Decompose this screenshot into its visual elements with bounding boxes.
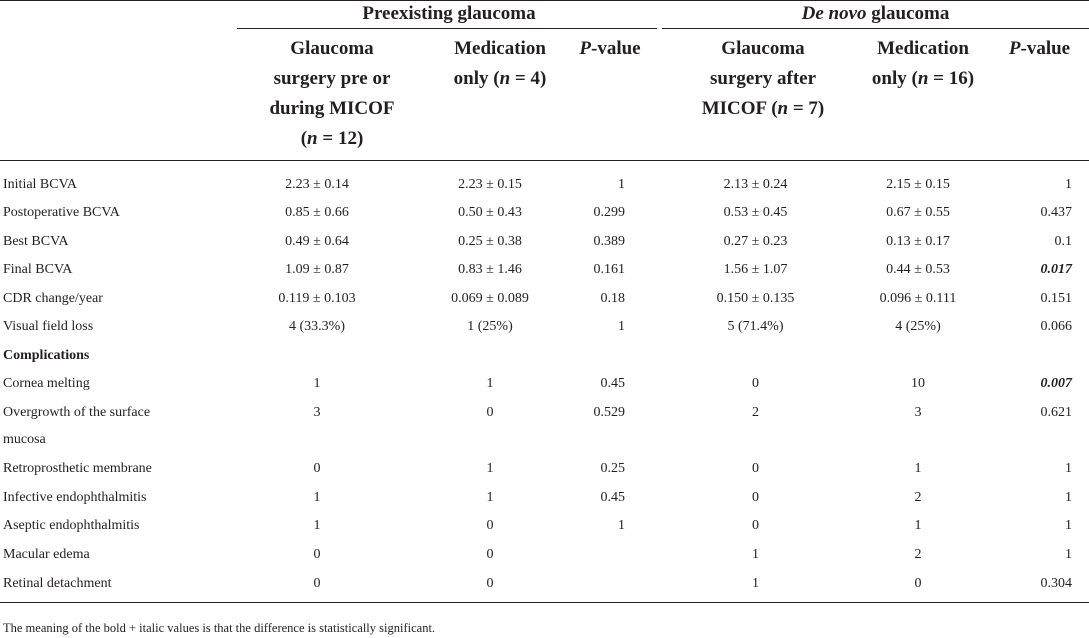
table-row <box>0 484 1089 512</box>
table-cell: 1 <box>914 461 922 476</box>
table-cell: 1 <box>752 576 759 591</box>
row-label: Best BCVA <box>3 234 69 249</box>
header-line: surgery pre or <box>273 68 391 89</box>
table-cell: 3 <box>313 405 321 420</box>
table-row <box>0 285 1089 313</box>
table-row <box>0 228 1089 256</box>
table-cell: 1 <box>313 490 321 505</box>
table-cell: 1 <box>486 490 494 505</box>
table-cell: 0.85 ± 0.66 <box>285 205 349 220</box>
table-cell: 1 (25%) <box>467 319 513 334</box>
p-value-cell: 0.161 <box>593 262 625 277</box>
header-line: Medication <box>454 38 546 59</box>
p-value-cell: 1 <box>618 518 625 533</box>
p-value-cell: 0.45 <box>600 490 625 505</box>
row-label: Cornea melting <box>3 376 90 391</box>
table-cell: 1 <box>486 376 494 391</box>
table-cell: 0.44 ± 0.53 <box>886 262 950 277</box>
table-cell: 1 <box>914 518 922 533</box>
header-bottom-rule <box>0 160 1089 161</box>
p-value-cell: 0.18 <box>600 291 625 306</box>
header-line: (n = 12) <box>300 128 364 149</box>
p-value-cell: 1 <box>1065 518 1072 533</box>
header-pre-surgery <box>237 34 427 154</box>
header-line: P-value <box>1008 38 1071 59</box>
table-cell: 0.83 ± 1.46 <box>458 262 522 277</box>
table-cell: 0 <box>914 576 922 591</box>
table-row <box>0 370 1089 398</box>
table-cell: 0 <box>313 461 321 476</box>
group-underline-preexisting <box>237 28 657 29</box>
table-cell: 0.150 ± 0.135 <box>716 291 795 306</box>
row-label: Aseptic endophthalmitis <box>3 518 140 533</box>
table-cell: 1 <box>486 461 494 476</box>
header-line: only (n = 4) <box>453 68 547 89</box>
p-value-cell: 0.304 <box>1040 576 1072 591</box>
row-label: Retroprosthetic membrane <box>3 461 152 476</box>
table-cell: 2.15 ± 0.15 <box>886 177 950 192</box>
table-cell: 2 <box>914 547 922 562</box>
table-cell: 0.13 ± 0.17 <box>886 234 950 249</box>
group-underline-de-novo <box>662 28 1089 29</box>
table-row <box>0 399 1089 427</box>
table-row <box>0 512 1089 540</box>
table-cell: 1.09 ± 0.87 <box>285 262 349 277</box>
table-bottom-rule <box>0 602 1089 603</box>
header-line: Glaucoma <box>721 38 805 59</box>
table-cell: 0.25 ± 0.38 <box>458 234 522 249</box>
p-value-cell: 0.299 <box>593 205 625 220</box>
table-cell: 0.67 ± 0.55 <box>886 205 950 220</box>
p-value-cell: 0.389 <box>593 234 625 249</box>
table-row <box>0 342 1089 370</box>
p-value-cell: 1 <box>618 177 625 192</box>
p-value-cell: 0.151 <box>1040 291 1072 306</box>
header-line: only (n = 16) <box>871 68 975 89</box>
group-title-de-novo <box>662 2 1089 26</box>
p-value-cell: 1 <box>1065 177 1072 192</box>
table-cell: 0 <box>313 576 321 591</box>
row-label: Final BCVA <box>3 262 73 277</box>
table-cell: 10 <box>911 376 925 391</box>
p-value-cell: 0.1 <box>1054 234 1072 249</box>
table-cell: 0 <box>752 376 759 391</box>
p-value-cell: 1 <box>1065 490 1072 505</box>
table-cell: 3 <box>914 405 922 420</box>
table-cell: 0.069 ± 0.089 <box>451 291 529 306</box>
row-label: Visual field loss <box>3 319 94 334</box>
header-line: surgery after <box>709 68 817 89</box>
row-label: Macular edema <box>3 547 90 562</box>
table-cell: 1 <box>313 376 321 391</box>
table-cell: 1 <box>313 518 321 533</box>
p-value-cell: 0.621 <box>1040 405 1072 420</box>
header-line: MICOF (n = 7) <box>701 98 825 119</box>
header-pre-pvalue <box>560 34 660 64</box>
table-row <box>0 455 1089 483</box>
row-label: Overgrowth of the surface <box>3 405 151 420</box>
table-cell: 0 <box>752 490 759 505</box>
table-cell: 1 <box>752 547 759 562</box>
row-label: Retinal detachment <box>3 576 112 591</box>
table-cell: 0 <box>752 461 759 476</box>
header-line: Medication <box>877 38 969 59</box>
table-cell: 0.27 ± 0.23 <box>723 234 788 249</box>
table-cell: 2.23 ± 0.14 <box>285 177 349 192</box>
group-title-preexisting: Preexisting glaucoma <box>362 3 536 24</box>
table-cell: 0.119 ± 0.103 <box>278 291 356 306</box>
table-cell: 0.096 ± 0.111 <box>879 291 957 306</box>
de-novo-rest: glaucoma <box>866 3 950 24</box>
footnote: The meaning of the bold + italic values is that the difference is statistically significant. <box>3 621 436 635</box>
table-cell: 0 <box>486 518 494 533</box>
table-row <box>0 199 1089 227</box>
section-label: Complications <box>3 348 90 363</box>
table-cell: 2.13 ± 0.24 <box>723 177 788 192</box>
table-cell: 1.56 ± 1.07 <box>723 262 788 277</box>
header-line: during MICOF <box>269 98 395 119</box>
table-cell: 0.53 ± 0.45 <box>723 205 788 220</box>
de-novo-italic: De novo <box>801 3 867 24</box>
p-value-cell: 0.007 <box>1040 376 1072 391</box>
table-cell: 0 <box>486 547 494 562</box>
p-value-cell: 0.017 <box>1040 262 1072 277</box>
table-row <box>0 541 1089 569</box>
row-label: Initial BCVA <box>3 177 78 192</box>
row-label: Postoperative BCVA <box>3 205 120 220</box>
top-rule <box>0 0 1089 1</box>
row-label: CDR change/year <box>3 291 103 306</box>
table-cell: 2.23 ± 0.15 <box>458 177 522 192</box>
table-cell: 4 (33.3%) <box>289 319 345 334</box>
table-cell: 2 <box>752 405 759 420</box>
table-row <box>0 313 1089 341</box>
p-value-cell: 0.45 <box>600 376 625 391</box>
p-value-cell: 1 <box>1065 461 1072 476</box>
table-row <box>0 171 1089 199</box>
table-cell: 0 <box>752 518 759 533</box>
table-cell: 0.49 ± 0.64 <box>285 234 349 249</box>
table-row <box>0 570 1089 598</box>
row-label: Infective endophthalmitis <box>3 490 147 505</box>
p-value-cell: 0.529 <box>593 405 625 420</box>
p-value-cell: 1 <box>618 319 625 334</box>
table-cell: 2 <box>914 490 922 505</box>
table-cell: 0.50 ± 0.43 <box>458 205 522 220</box>
p-value-cell: 0.437 <box>1040 205 1072 220</box>
header-line: Glaucoma <box>290 38 374 59</box>
p-value-cell: 0.066 <box>1040 319 1072 334</box>
table-cell: 0 <box>313 547 321 562</box>
p-value-cell: 1 <box>1065 547 1072 562</box>
table-cell: 5 (71.4%) <box>727 319 784 334</box>
header-line: P-value <box>579 38 641 59</box>
table-row <box>0 256 1089 284</box>
table-cell: 0 <box>486 405 494 420</box>
table-cell: 0 <box>486 576 494 591</box>
p-value-cell: 0.25 <box>600 461 625 476</box>
overgrowth-continuation: mucosa <box>3 432 46 447</box>
table-cell: 4 (25%) <box>895 319 941 334</box>
header-dn-pvalue <box>990 34 1089 64</box>
